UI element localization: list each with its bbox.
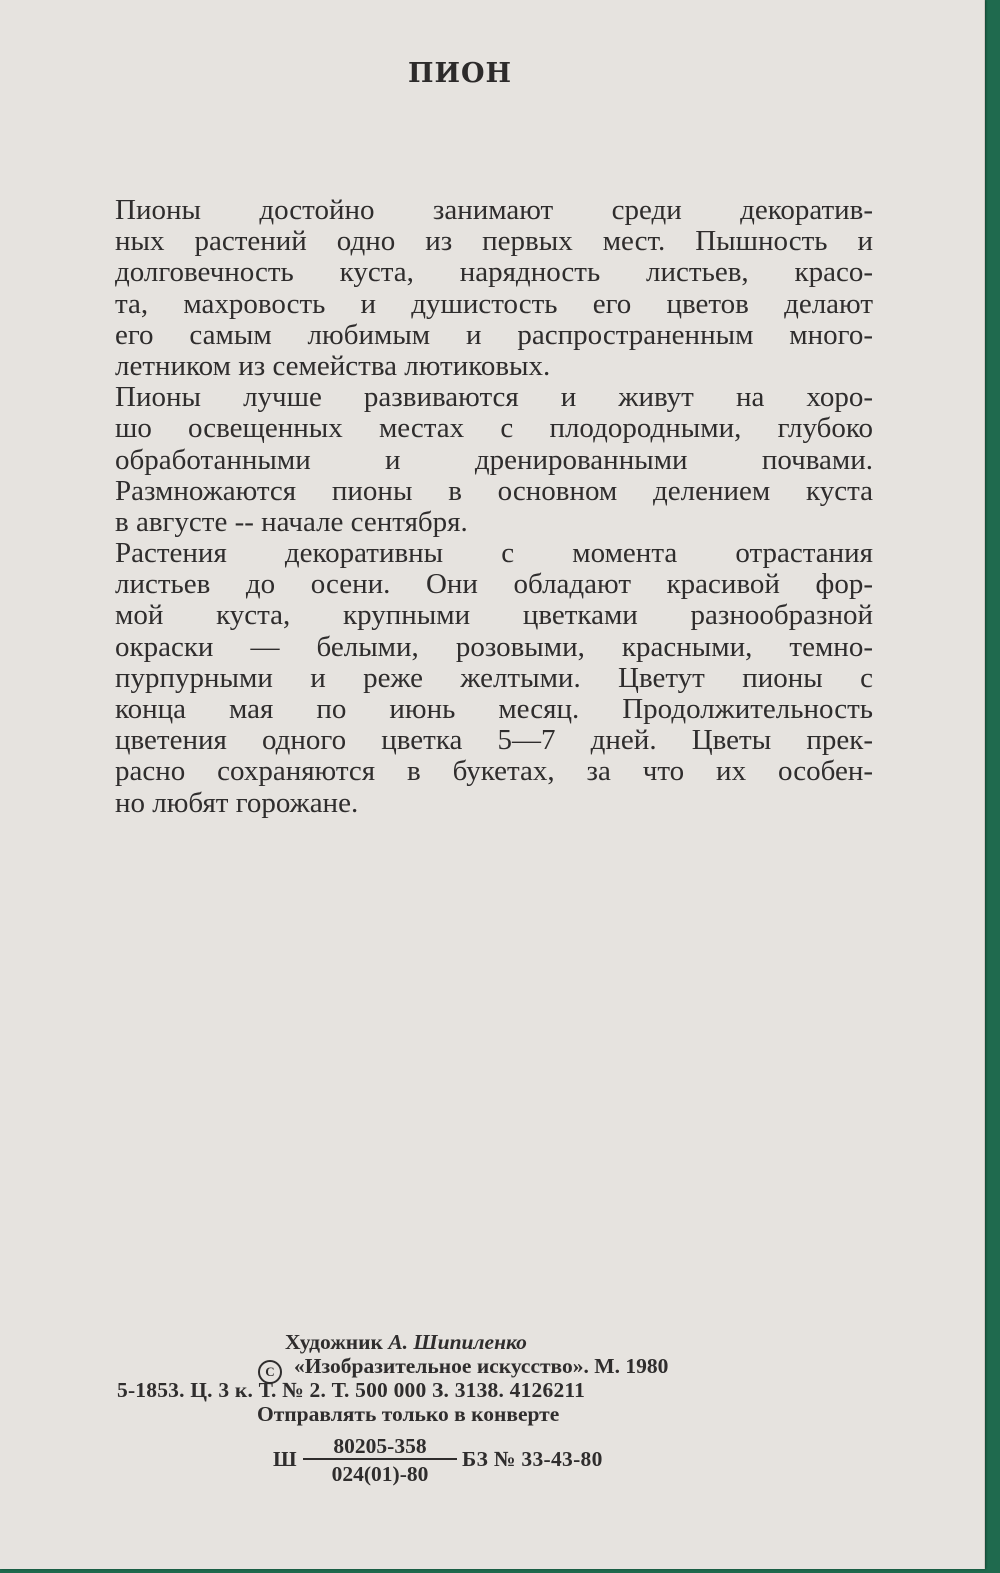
- text-line: расно сохраняются в букетах, за что их особен-: [115, 755, 873, 788]
- copyright-line: [0, 1354, 950, 1378]
- text-line: обработанными и дренированными почвами.: [115, 443, 873, 476]
- text-line: та, махровость и душистость его цветов делают: [115, 287, 873, 320]
- text-line: конца мая по июнь месяц. Продолжительность: [115, 693, 873, 725]
- text-line: но любят горожане.: [115, 786, 359, 819]
- colophon: [0, 1330, 950, 1426]
- artist-credit: [0, 1330, 950, 1354]
- text-line: мой куста, крупными цветками разнообразной: [115, 599, 873, 632]
- text-line: летником из семейства лютиковых.: [115, 349, 551, 382]
- fraction-numerator: 80205-358: [303, 1434, 457, 1460]
- text-line: Размножаются пионы в основном делением куста: [115, 474, 873, 507]
- print-codes: 5-1853. Ц. 3 к. Т. № 2. Т. 500 000 З. 3138. 4126211: [117, 1378, 586, 1402]
- paragraph-2: [115, 382, 873, 538]
- text-line: ных растений одно из первых мест. Пышность и: [115, 225, 873, 258]
- text-line: Растения декоративны с момента отрастания: [115, 537, 873, 570]
- paragraph-3: [115, 538, 873, 819]
- text-line: в августе -- начале сентября.: [115, 505, 468, 538]
- artist-label: Художник: [285, 1330, 383, 1354]
- fraction-suffix: БЗ № 33-43-80: [462, 1447, 603, 1471]
- copyright-icon: С: [258, 1360, 282, 1384]
- body-text: [115, 195, 873, 819]
- text-line: окраски — белыми, розовыми, красными, темно-: [115, 630, 873, 663]
- text-line: листьев до осени. Они обладают красивой фор-: [115, 568, 873, 601]
- artist-name: А. Шипиленко: [388, 1330, 527, 1354]
- text-line: его самым любимым и распространенным много-: [115, 318, 873, 351]
- fraction-denominator: 024(01)-80: [331, 1462, 429, 1486]
- fraction-prefix: Ш: [273, 1447, 297, 1471]
- publisher-text: «Изобразительное искусство». М. 1980: [294, 1354, 669, 1378]
- mail-note: Отправлять только в конверте: [257, 1402, 560, 1426]
- text-line: Пионы достойно занимают среди декоратив-: [115, 194, 873, 226]
- text-line: цветения одного цветка 5—7 дней. Цветы прек-: [115, 724, 873, 757]
- index-fraction: [0, 1434, 950, 1497]
- text-line: шо освещенных местах с плодородными, глубоко: [115, 412, 873, 445]
- text-line: Пионы лучше развиваются и живут на хоро-: [115, 381, 873, 414]
- text-line: долговечность куста, нарядность листьев, красо-: [115, 256, 873, 289]
- paragraph-1: [115, 195, 873, 382]
- text-line: пурпурными и реже желтыми. Цветут пионы с: [115, 661, 873, 694]
- page-title: ПИОН: [407, 58, 513, 89]
